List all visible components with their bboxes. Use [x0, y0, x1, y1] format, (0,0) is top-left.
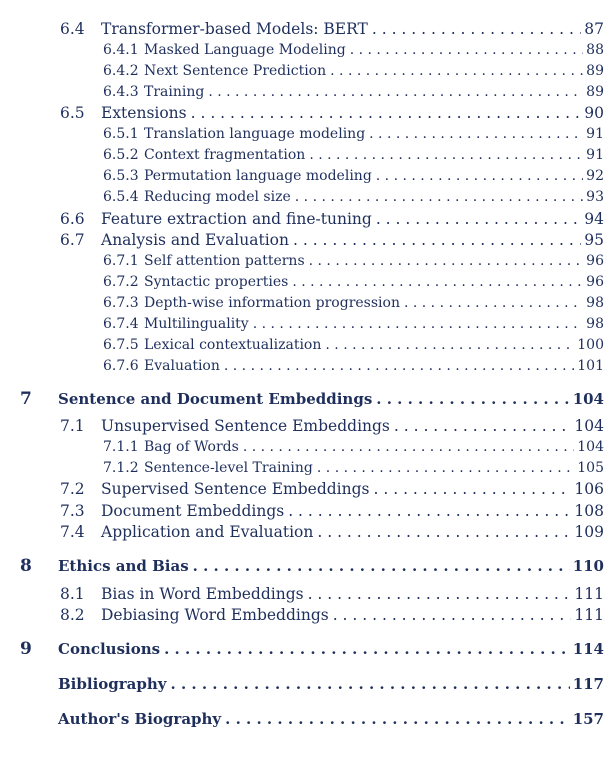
toc-entry-title[interactable]: Analysis and Evaluation — [101, 231, 289, 249]
dot-leader — [243, 438, 574, 457]
toc-section-entry[interactable] — [0, 459, 604, 478]
toc-page-number[interactable]: 95 — [584, 231, 604, 249]
toc-page-number[interactable]: 91 — [586, 147, 604, 163]
toc-entry-number: 6.7.5 — [103, 337, 139, 353]
dot-leader — [253, 315, 583, 334]
toc-page-number[interactable]: 96 — [586, 253, 604, 269]
toc-entry-title[interactable]: Reducing model size — [144, 189, 291, 205]
toc-entry-number: 8 — [20, 556, 32, 576]
toc-section-entry[interactable] — [0, 585, 604, 604]
toc-section-entry[interactable] — [0, 125, 604, 144]
toc-page-number[interactable]: 104 — [572, 390, 604, 408]
dot-leader — [208, 83, 583, 102]
dot-leader — [171, 675, 570, 694]
toc-entry-title[interactable]: Bias in Word Embeddings — [101, 585, 304, 603]
toc-page-number[interactable]: 91 — [586, 126, 604, 142]
toc-entry-number: 6.5.4 — [103, 189, 139, 205]
dot-leader — [191, 104, 582, 123]
toc-page-number[interactable]: 117 — [572, 675, 604, 693]
toc-page-number[interactable]: 93 — [586, 189, 604, 205]
toc-section-entry[interactable] — [0, 83, 604, 102]
toc-entry-number: 8.1 — [60, 585, 85, 603]
toc-entry-title[interactable]: Syntactic properties — [144, 274, 289, 290]
toc-page-number[interactable]: 104 — [574, 417, 604, 435]
toc-chapter-entry[interactable] — [0, 675, 604, 694]
toc-entry-title[interactable]: Debiasing Word Embeddings — [101, 606, 329, 624]
toc-section-entry[interactable] — [0, 315, 604, 334]
toc-page-number[interactable]: 87 — [584, 20, 604, 38]
toc-entry-number: 6.7.6 — [103, 358, 139, 374]
toc-page-number[interactable]: 98 — [586, 295, 604, 311]
toc-page-number[interactable]: 89 — [586, 84, 604, 100]
toc-section-entry[interactable] — [0, 417, 604, 436]
toc-entry-title[interactable]: Next Sentence Prediction — [144, 63, 327, 79]
toc-page-number[interactable]: 111 — [574, 606, 604, 624]
toc-entry-title[interactable]: Author's Biography — [58, 710, 222, 728]
toc-entry-number: 7.4 — [60, 523, 85, 541]
toc-section-entry[interactable] — [0, 167, 604, 186]
dot-leader — [404, 294, 583, 313]
dot-leader — [376, 167, 583, 186]
dot-leader — [330, 62, 583, 81]
dot-leader — [350, 41, 583, 60]
toc-page-number[interactable]: 98 — [586, 316, 604, 332]
toc-entry-title[interactable]: Evaluation — [144, 358, 220, 374]
toc-page-number[interactable]: 96 — [586, 274, 604, 290]
toc-entry-number: 6.4.1 — [103, 42, 139, 58]
toc-section-entry[interactable] — [0, 336, 604, 355]
toc-section-entry[interactable] — [0, 20, 604, 39]
toc-entry-title[interactable]: Unsupervised Sentence Embeddings — [101, 417, 390, 435]
toc-section-entry[interactable] — [0, 357, 604, 376]
dot-leader — [325, 336, 574, 355]
toc-page-number[interactable]: 101 — [577, 358, 604, 374]
toc-section-entry[interactable] — [0, 606, 604, 625]
toc-page-number[interactable]: 106 — [574, 480, 604, 498]
toc-entry-title[interactable]: Bag of Words — [144, 439, 239, 455]
toc-page-number[interactable]: 90 — [584, 104, 604, 122]
toc-entry-number: 7.1.1 — [103, 439, 139, 455]
toc-entry-title[interactable]: Application and Evaluation — [101, 523, 314, 541]
toc-entry-title[interactable]: Multilinguality — [144, 316, 249, 332]
toc-entry-title[interactable]: Training — [144, 84, 205, 100]
dot-leader — [309, 146, 583, 165]
toc-section-entry[interactable] — [0, 41, 604, 60]
toc-chapter-entry[interactable] — [0, 640, 604, 659]
toc-page-number[interactable]: 111 — [574, 585, 604, 603]
toc-entry-number: 6.4.2 — [103, 63, 139, 79]
dot-leader — [369, 125, 583, 144]
toc-page-number[interactable]: 105 — [577, 460, 604, 476]
toc-entry-number: 6.5.1 — [103, 126, 139, 142]
toc-entry-number: 6.6 — [60, 210, 85, 228]
toc-chapter-entry[interactable] — [0, 390, 604, 409]
toc-section-entry[interactable] — [0, 294, 604, 313]
toc-section-entry[interactable] — [0, 438, 604, 457]
toc-section-entry[interactable] — [0, 480, 604, 499]
dot-leader — [292, 273, 583, 292]
toc-entry-title[interactable]: Document Embeddings — [101, 502, 285, 520]
dot-leader — [164, 640, 570, 659]
toc-entry-number: 7.1.2 — [103, 460, 139, 476]
toc-page-number[interactable]: 114 — [572, 640, 604, 658]
dot-leader — [224, 357, 574, 376]
toc-entry-number: 7.3 — [60, 502, 85, 520]
toc-page-number[interactable]: 94 — [584, 210, 604, 228]
toc-entry-title[interactable]: Conclusions — [58, 640, 161, 658]
dot-leader — [333, 606, 572, 625]
toc-entry-title[interactable]: Lexical contextualization — [144, 337, 322, 353]
dot-leader — [295, 188, 583, 207]
dot-leader — [225, 710, 570, 729]
dot-leader — [394, 417, 572, 436]
toc-entry-title[interactable]: Self attention patterns — [144, 253, 305, 269]
toc-page-number[interactable]: 89 — [586, 63, 604, 79]
toc-entry-title[interactable]: Masked Language Modeling — [144, 42, 346, 58]
toc-page-number[interactable]: 157 — [572, 710, 604, 728]
dot-leader — [317, 523, 571, 542]
dot-leader — [376, 210, 581, 229]
toc-page-number[interactable]: 88 — [586, 42, 604, 58]
dot-leader — [288, 502, 571, 521]
toc-section-entry[interactable] — [0, 231, 604, 250]
toc-entry-number: 7.1 — [60, 417, 85, 435]
toc-entry-number: 9 — [20, 639, 32, 659]
toc-page-number[interactable]: 108 — [574, 502, 604, 520]
toc-entry-title[interactable]: Supervised Sentence Embeddings — [101, 480, 370, 498]
toc-entry-number: 6.7.1 — [103, 253, 139, 269]
dot-leader — [372, 20, 581, 39]
toc-page-number[interactable]: 104 — [577, 439, 604, 455]
toc-entry-title[interactable]: Depth-wise information progression — [144, 295, 400, 311]
toc-entry-number: 6.4 — [60, 20, 85, 38]
toc-section-entry[interactable] — [0, 104, 604, 123]
toc-page-number[interactable]: 100 — [577, 337, 604, 353]
toc-entry-title[interactable]: Extensions — [101, 104, 187, 122]
toc-section-entry[interactable] — [0, 252, 604, 271]
toc-section-entry[interactable] — [0, 523, 604, 542]
toc-section-entry[interactable] — [0, 188, 604, 207]
toc-section-entry[interactable] — [0, 62, 604, 81]
toc-entry-number: 6.5 — [60, 104, 85, 122]
toc-section-entry[interactable] — [0, 273, 604, 292]
dot-leader — [317, 459, 574, 478]
toc-section-entry[interactable] — [0, 146, 604, 165]
toc-entry-title[interactable]: Feature extraction and fine-tuning — [101, 210, 372, 228]
toc-entry-title[interactable]: Sentence-level Training — [144, 460, 313, 476]
toc-page-number[interactable]: 109 — [574, 523, 604, 541]
dot-leader — [293, 231, 581, 250]
toc-entry-number: 6.7.2 — [103, 274, 139, 290]
toc-entry-title[interactable]: Context fragmentation — [144, 147, 306, 163]
toc-section-entry[interactable] — [0, 210, 604, 229]
toc-chapter-entry[interactable] — [0, 557, 604, 576]
dot-leader — [374, 480, 572, 499]
toc-page-number[interactable]: 110 — [572, 557, 604, 575]
dot-leader — [309, 252, 584, 271]
toc-entry-number: 6.4.3 — [103, 84, 139, 100]
toc-entry-number: 7 — [20, 389, 32, 409]
toc-entry-number: 6.5.3 — [103, 168, 139, 184]
toc-entry-number: 8.2 — [60, 606, 85, 624]
toc-section-entry[interactable] — [0, 502, 604, 521]
dot-leader — [376, 390, 569, 409]
toc-entry-number: 6.5.2 — [103, 147, 139, 163]
dot-leader — [193, 557, 570, 576]
toc-entry-number: 6.7.4 — [103, 316, 139, 332]
toc-entry-title[interactable]: Sentence and Document Embeddings — [58, 390, 373, 408]
toc-page-number[interactable]: 92 — [586, 168, 604, 184]
toc-entry-title[interactable]: Bibliography — [58, 675, 167, 693]
toc-chapter-entry[interactable] — [0, 710, 604, 729]
toc-entry-title[interactable]: Permutation language modeling — [144, 168, 372, 184]
toc-entry-number: 7.2 — [60, 480, 85, 498]
toc-entry-number: 6.7 — [60, 231, 85, 249]
dot-leader — [308, 585, 572, 604]
toc-entry-title[interactable]: Translation language modeling — [144, 126, 366, 142]
toc-entry-title[interactable]: Ethics and Bias — [58, 557, 189, 575]
toc-entry-title[interactable]: Transformer-based Models: BERT — [101, 20, 368, 38]
toc-entry-number: 6.7.3 — [103, 295, 139, 311]
